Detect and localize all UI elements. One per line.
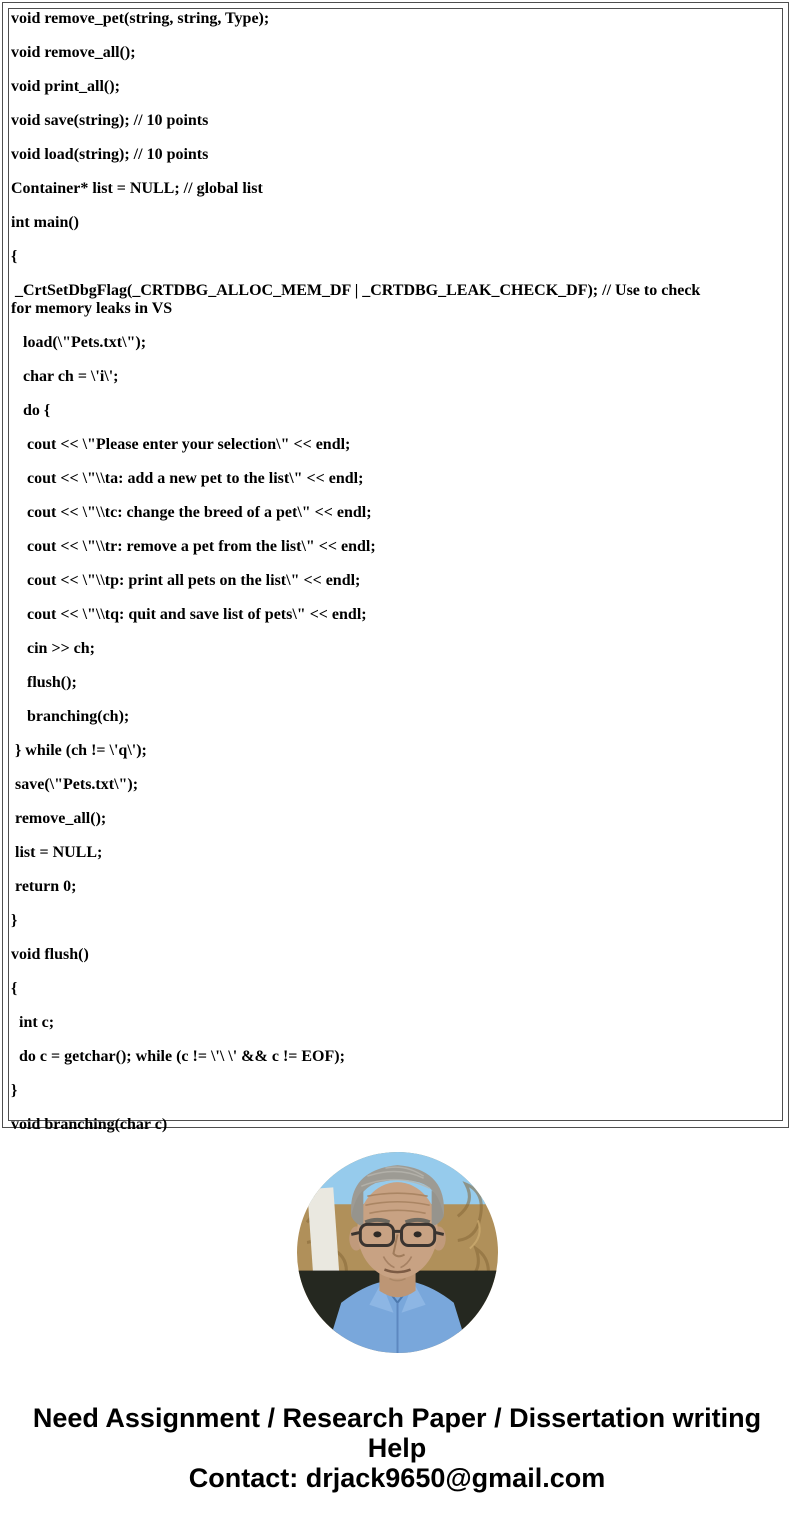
- code-line: cout << \"Please enter your selection\" << endl;: [11, 436, 351, 453]
- code-line: do {: [11, 402, 51, 419]
- code-line: } while (ch != \'q\');: [11, 742, 147, 759]
- code-line: load(\"Pets.txt\");: [11, 334, 147, 351]
- code-line: void branching(char c): [11, 1116, 168, 1133]
- code-line: void remove_pet(string, string, Type);: [11, 10, 270, 27]
- code-line: branching(ch);: [11, 708, 130, 725]
- code-line: void remove_all();: [11, 44, 136, 61]
- code-line: char ch = \'i\';: [11, 368, 119, 385]
- code-line: int c;: [11, 1014, 55, 1031]
- code-line: }: [11, 1082, 18, 1099]
- tutor-avatar: [297, 1152, 498, 1353]
- contact-email-text: Contact: drjack9650@gmail.com: [188, 1463, 606, 1493]
- code-line: int main(): [11, 214, 79, 231]
- code-line: flush();: [11, 674, 77, 691]
- code-line: cout << \"\\tr: remove a pet from the list\" << endl;: [11, 538, 376, 555]
- code-line: return 0;: [11, 878, 77, 895]
- code-line: cin >> ch;: [11, 640, 96, 657]
- help-heading: Need Assignment / Research Paper / Dissertation writing Help: [32, 1403, 762, 1463]
- code-line: cout << \"\\tq: quit and save list of pets\" << endl;: [11, 606, 367, 623]
- code-line: list = NULL;: [11, 844, 103, 861]
- code-box: [2, 2, 789, 1133]
- code-line: void print_all();: [11, 78, 120, 95]
- code-line: void save(string); // 10 points: [11, 112, 209, 129]
- code-line: cout << \"\\ta: add a new pet to the list\" << endl;: [11, 470, 364, 487]
- code-line: cout << \"\\tc: change the breed of a pet\" << endl;: [11, 504, 372, 521]
- tutor-avatar-image: [297, 1152, 498, 1353]
- code-line: void flush(): [11, 946, 89, 963]
- code-box-inner: [8, 8, 783, 1133]
- code-line: }: [11, 912, 18, 929]
- code-line: do c = getchar(); while (c != \'\ \' && c != EOF);: [11, 1048, 345, 1065]
- footer: [0, 1403, 794, 1493]
- code-line: _CrtSetDbgFlag(_CRTDBG_ALLOC_MEM_DF | _CRTDBG_LEAK_CHECK_DF); // Use to check for memory leaks in VS: [11, 282, 705, 317]
- code-line: save(\"Pets.txt\");: [11, 776, 139, 793]
- code-line: {: [11, 248, 18, 265]
- code-line: remove_all();: [11, 810, 107, 827]
- code-line: void load(string); // 10 points: [11, 146, 209, 163]
- code-line: Container* list = NULL; // global list: [11, 180, 263, 197]
- code-line: {: [11, 980, 18, 997]
- code-line: cout << \"\\tp: print all pets on the list\" << endl;: [11, 572, 361, 589]
